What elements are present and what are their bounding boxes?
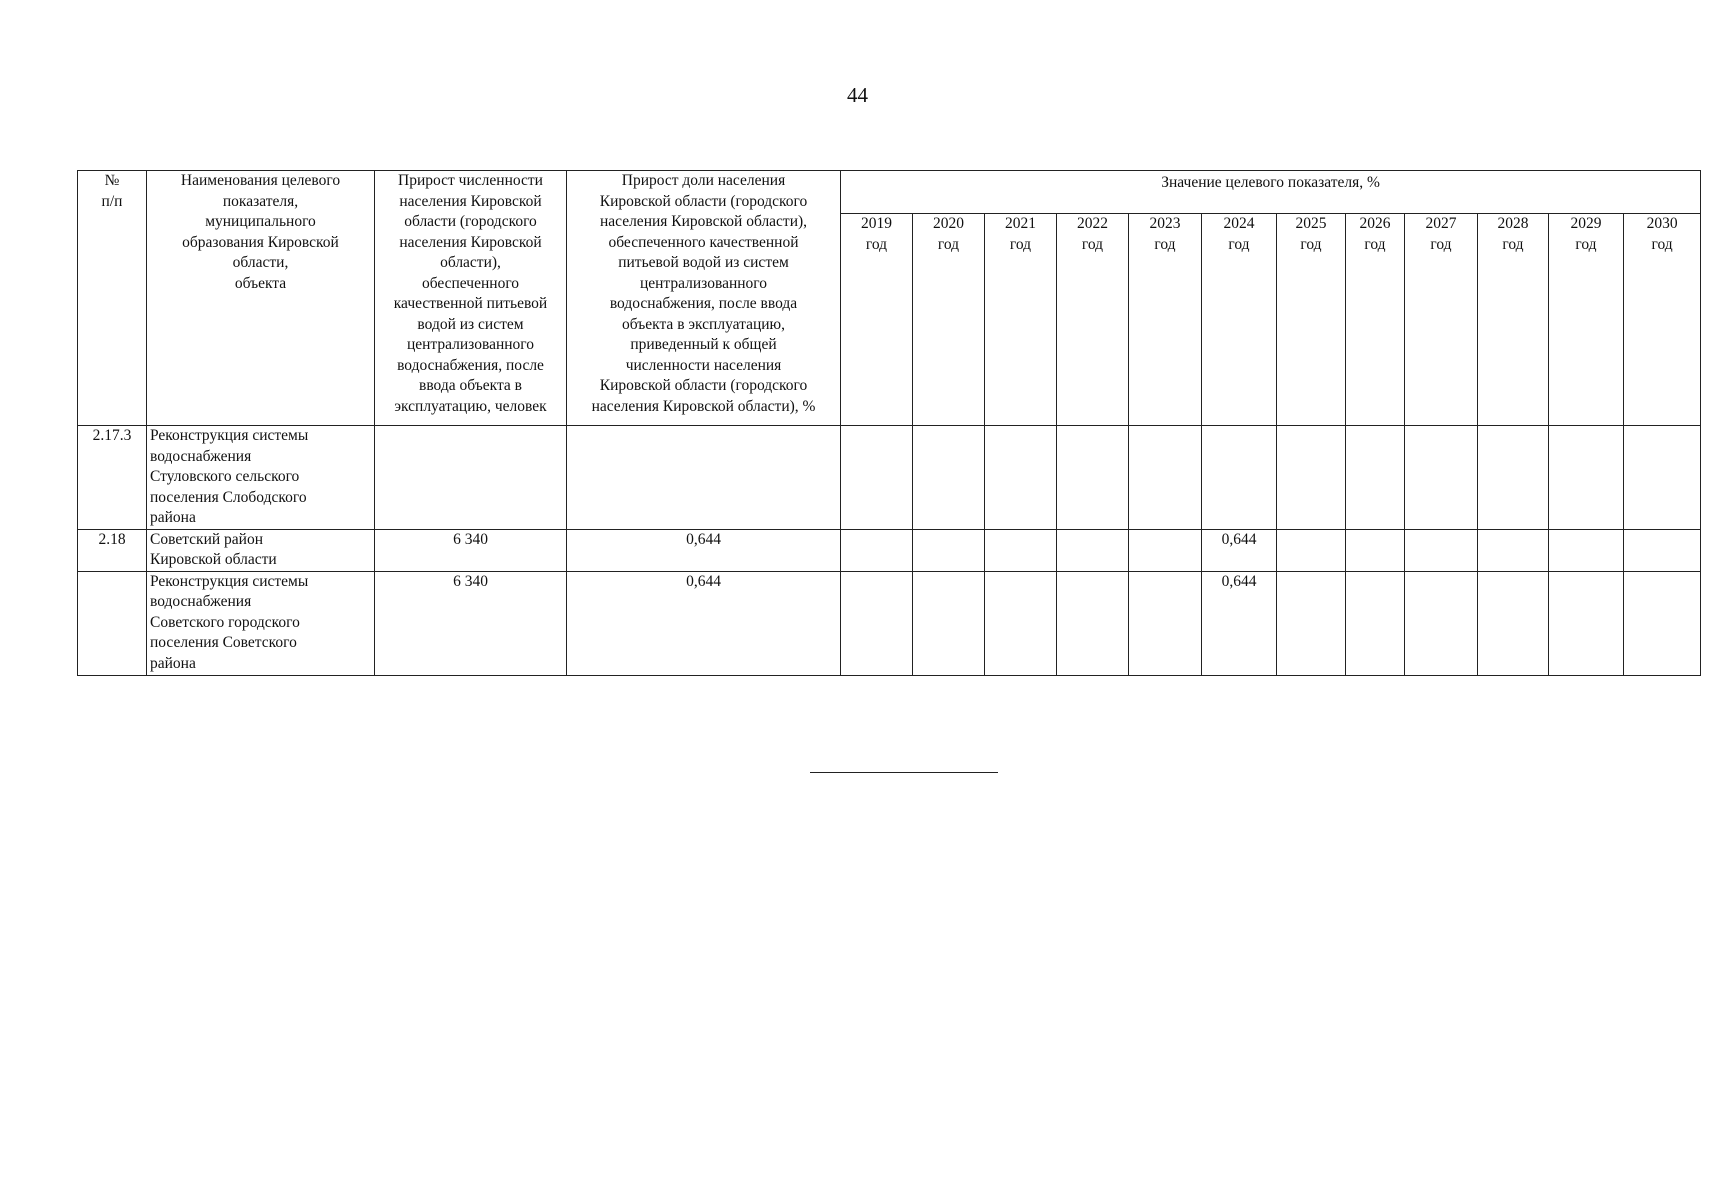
row-value-2022 [1057,571,1129,675]
row-value-2028 [1478,426,1549,530]
header-year-2026: 2026 год [1346,214,1405,426]
row-value-2021 [985,529,1057,571]
row-value-2025 [1277,571,1346,675]
row-value-2025 [1277,529,1346,571]
row-value-2020 [913,571,985,675]
header-row-top [78,171,1701,214]
row-value-2027 [1405,426,1478,530]
header-year-2030: 2030 год [1624,214,1701,426]
row-value-2021 [985,426,1057,530]
target-indicators-table [77,170,1701,676]
row-share [567,426,841,530]
header-values-group: Значение целевого показателя, % [841,171,1701,214]
row-value-2026 [1346,529,1405,571]
row-num [78,571,147,675]
row-value-2020 [913,426,985,530]
row-value-2025 [1277,426,1346,530]
row-value-2019 [841,571,913,675]
end-of-document-divider [810,772,998,773]
row-value-2030 [1624,571,1701,675]
row-value-2022 [1057,426,1129,530]
header-year-2029: 2029 год [1549,214,1624,426]
row-population: 6 340 [375,571,567,675]
page-number: 44 [847,83,868,107]
header-year-2025: 2025 год [1277,214,1346,426]
row-value-2023 [1129,571,1202,675]
row-value-2028 [1478,571,1549,675]
row-value-2027 [1405,571,1478,675]
header-name: Наименования целевого показателя, муниципального образования Кировской области, объекта [147,171,375,426]
row-num: 2.17.3 [78,426,147,530]
header-population: Прирост численности населения Кировской области (городского населения Кировской области), обеспеченного качественной питьевой водой из систем централизованного водоснабжения, после ввода объекта в эксплуатацию, человек [375,171,567,426]
row-population: 6 340 [375,529,567,571]
header-year-2028: 2028 год [1478,214,1549,426]
table-row [78,529,1701,571]
row-share: 0,644 [567,571,841,675]
row-population [375,426,567,530]
row-name: Реконструкция системы водоснабжения Советского городского поселения Советского района [147,571,375,675]
row-value-2026 [1346,571,1405,675]
row-value-2030 [1624,426,1701,530]
header-year-2020: 2020 год [913,214,985,426]
row-value-2024: 0,644 [1202,571,1277,675]
row-value-2022 [1057,529,1129,571]
row-value-2023 [1129,529,1202,571]
row-value-2029 [1549,571,1624,675]
table-body [78,426,1701,676]
header-year-2019: 2019 год [841,214,913,426]
header-year-2023: 2023 год [1129,214,1202,426]
row-value-2024: 0,644 [1202,529,1277,571]
row-share: 0,644 [567,529,841,571]
row-name: Реконструкция системы водоснабжения Стуловского сельского поселения Слободского района [147,426,375,530]
row-name: Советский район Кировской области [147,529,375,571]
row-value-2028 [1478,529,1549,571]
row-value-2027 [1405,529,1478,571]
row-value-2030 [1624,529,1701,571]
row-value-2019 [841,529,913,571]
row-num: 2.18 [78,529,147,571]
header-share: Прирост доли населения Кировской области (городского населения Кировской области), обеспеченного качественной питьевой водой из систем централизованного водоснабжения, после ввода объекта в эксплуатацию, приведенный к общей численности населения Кировской области (городского населения Кировской области), % [567,171,841,426]
row-value-2029 [1549,529,1624,571]
header-year-2024: 2024 год [1202,214,1277,426]
table-header [78,171,1701,426]
row-value-2023 [1129,426,1202,530]
header-year-2022: 2022 год [1057,214,1129,426]
row-value-2024 [1202,426,1277,530]
table-row [78,571,1701,675]
header-num: № п/п [78,171,147,426]
header-year-2021: 2021 год [985,214,1057,426]
row-value-2029 [1549,426,1624,530]
row-value-2019 [841,426,913,530]
row-value-2026 [1346,426,1405,530]
table-row [78,426,1701,530]
header-year-2027: 2027 год [1405,214,1478,426]
row-value-2021 [985,571,1057,675]
row-value-2020 [913,529,985,571]
